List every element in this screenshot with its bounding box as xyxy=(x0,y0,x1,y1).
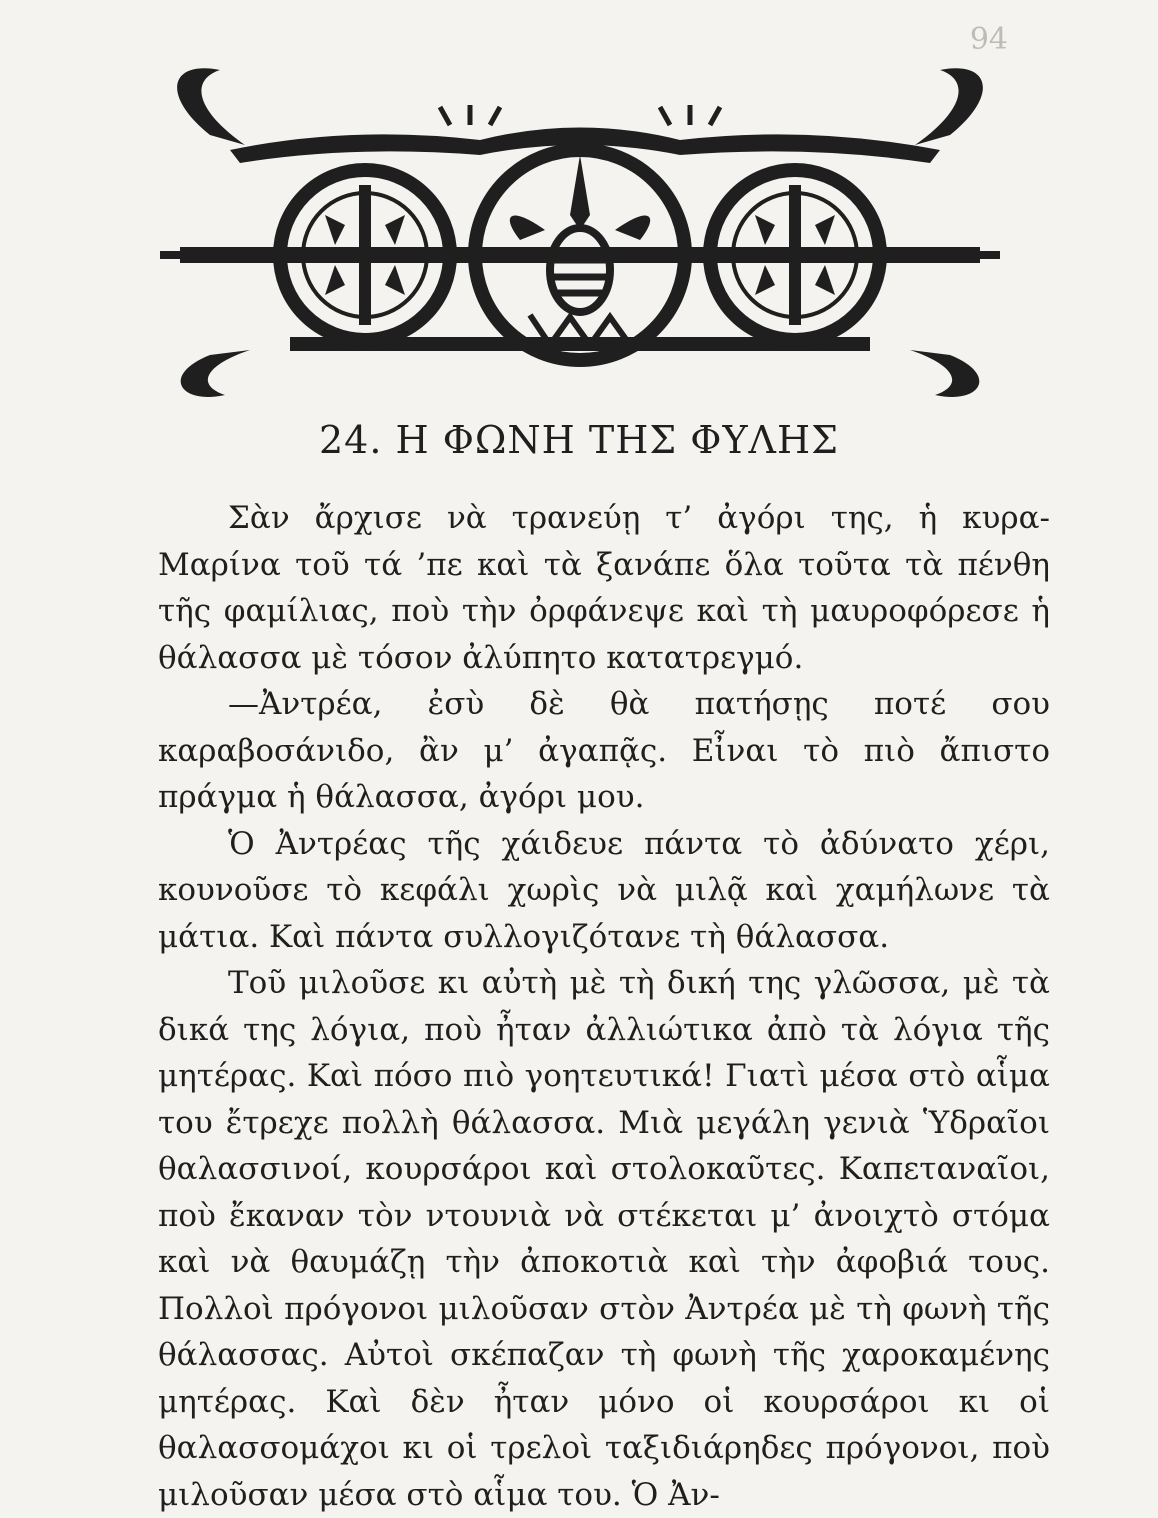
paragraph: Σὰν ἄρχισε νὰ τρανεύῃ τ’ ἀγόρι της, ἡ κυρα-Μαρίνα τοῦ τά ’πε καὶ τὰ ξανάπε ὅλα τοῦτα τὰ πένθη τῆς φαμίλιας, ποὺ τὴν ὀρφάνεψε καὶ τὴ μαυροφόρεσε ἡ θάλασσα μὲ τόσον ἀλύπητο κατατρεγμό. xyxy=(158,500,1050,676)
paragraph: Ὁ Ἀντρέας τῆς χάιδευε πάντα τὸ ἀδύνατο χέρι, κουνοῦσε τὸ κεφάλι χωρὶς νὰ μιλᾷ καὶ χαμήλωνε τὰ μάτια. Καὶ πάντα συλλογιζότανε τὴ θάλασσα. xyxy=(158,825,1050,955)
header-ornament xyxy=(150,55,1010,415)
paragraph: Τοῦ μιλοῦσε κι αὐτὴ μὲ τὴ δική της γλῶσσα, μὲ τὰ δικά της λόγια, ποὺ ἦταν ἀλλιώτικα ἀπὸ τὰ λόγια τῆς μητέρας. Καὶ πόσο πιὸ γοητευτικά! Γιατὶ μέσα στὸ αἷμα του ἔτρεχε πολλὴ θάλασσα. Μιὰ μεγάλη γενιὰ Ὑδραῖοι θαλασσινοί, κουρσάροι καὶ στολοκαῦτες. Καπεταναῖοι, ποὺ ἔκαναν τὸν ντουνιὰ νὰ στέκεται μ’ ἀνοιχτὸ στόμα καὶ νὰ θαυμάζῃ τὴν ἀποκοτιὰ καὶ τὴν ἀφοβιά τους. Πολλοὶ πρόγονοι μιλοῦσαν στὸν Ἀντρέα μὲ τὴ φωνὴ τῆς θάλασσας. Αὐτοὶ σκέπαζαν τὴ φωνὴ τῆς χαροκαμένης μητέρας. Καὶ δὲν ἦταν μόνο οἱ κουρσάροι κι οἱ θαλασσομάχοι κι οἱ τρελοὶ ταξιδιάρηδες πρόγονοι, ποὺ μιλοῦσαν μέσα στὸ αἷμα του. Ὁ Ἀν- xyxy=(158,965,1050,1513)
chapter-body xyxy=(158,495,1050,1518)
page-number: 94 xyxy=(969,22,1008,57)
paragraph: —Ἀντρέα, ἐσὺ δὲ θὰ πατήσῃς ποτέ σου καραβοσάνιδο, ἂν μ’ ἀγαπᾷς. Εἶναι τὸ πιὸ ἄπιστο πράγμα ἡ θάλασσα, ἀγόρι μου. xyxy=(158,686,1050,815)
chapter-title: 24. Η ΦΩΝΗ ΤΗΣ ΦΥΛΗΣ xyxy=(319,418,839,462)
